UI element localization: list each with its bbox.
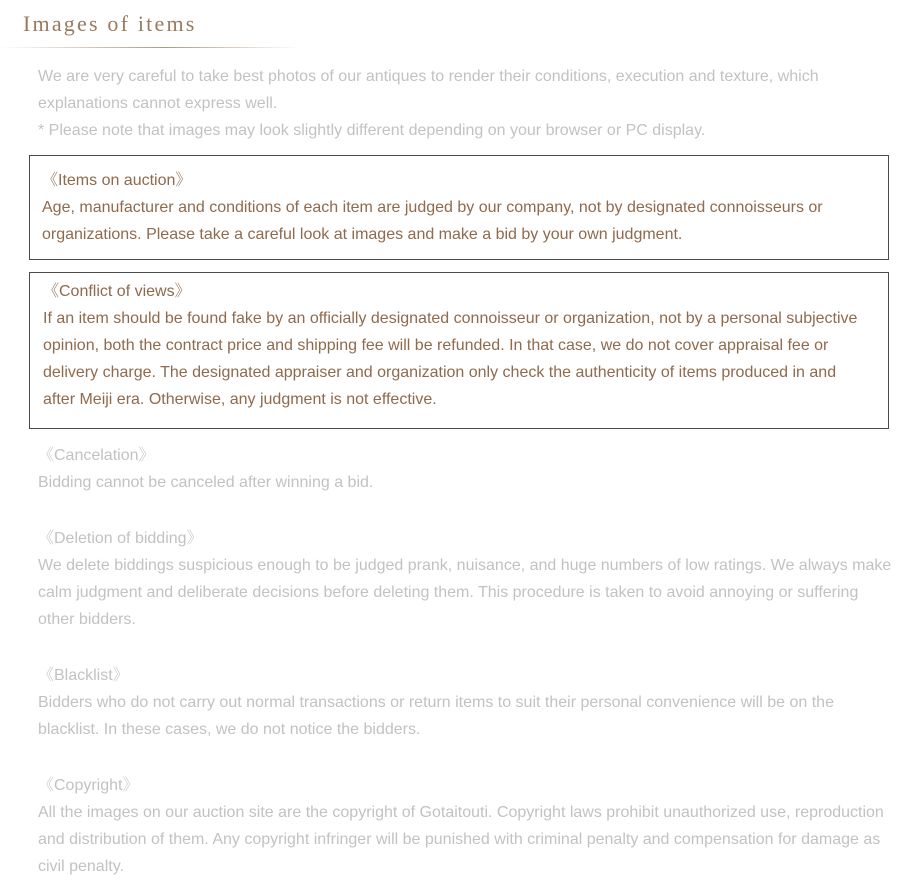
copyright-heading: 《Copyright》 bbox=[38, 777, 139, 794]
page-header bbox=[0, 0, 300, 50]
deletion-of-bidding-body: We delete biddings suspicious enough to be judged prank, nuisance, and huge numbers of low ratings. We always make calm judgment and deliberate decisions before deleting them. This procedure is taken to avoid annoying or suffering other bidders. bbox=[38, 557, 892, 628]
cancelation-heading: 《Cancelation》 bbox=[38, 447, 155, 464]
cancelation-section bbox=[38, 442, 898, 496]
blacklist-heading: 《Blacklist》 bbox=[38, 667, 129, 684]
blacklist-section bbox=[38, 662, 898, 743]
conflict-of-views-box bbox=[29, 272, 889, 429]
intro-text: We are very careful to take best photos of our antiques to render their conditions, execution and texture, which explanations cannot express well. bbox=[38, 68, 819, 112]
conflict-of-views-body: If an item should be found fake by an officially designated connoisseur or organization, not by a personal subjective opinion, both the contract price and shipping fee will be refunded. In that case, we do not cover appraisal fee or delivery charge. The designated appraiser and organization only check the authenticity of items produced in and after Meiji era. Otherwise, any judgment is not effective. bbox=[43, 310, 858, 408]
page-title: Images of items bbox=[23, 11, 197, 36]
deletion-of-bidding-heading: 《Deletion of bidding》 bbox=[38, 530, 203, 547]
items-on-auction-heading: 《Items on auction》 bbox=[42, 172, 192, 189]
intro-note: * Please note that images may look slightly different depending on your browser or PC display. bbox=[38, 122, 706, 139]
copyright-body: All the images on our auction site are the copyright of Gotaitouti. Copyright laws prohibit unauthorized use, reproduction and distribution of them. Any copyright infringer will be punished with criminal penalty and compensation for damage as civil penalty. bbox=[38, 804, 884, 875]
copyright-section bbox=[38, 772, 898, 880]
items-on-auction-box bbox=[29, 155, 889, 260]
cancelation-body: Bidding cannot be canceled after winning a bid. bbox=[38, 474, 374, 491]
title-underline bbox=[0, 47, 300, 48]
items-on-auction-body: Age, manufacturer and conditions of each item are judged by our company, not by designated connoisseurs or organizations. Please take a careful look at images and make a bid by your own judgment. bbox=[42, 199, 823, 243]
blacklist-body: Bidders who do not carry out normal transactions or return items to suit their personal convenience will be on the blacklist. In these cases, we do not notice the bidders. bbox=[38, 694, 834, 738]
conflict-of-views-heading: 《Conflict of views》 bbox=[43, 283, 191, 300]
intro-section bbox=[38, 63, 888, 144]
deletion-of-bidding-section bbox=[38, 525, 898, 633]
